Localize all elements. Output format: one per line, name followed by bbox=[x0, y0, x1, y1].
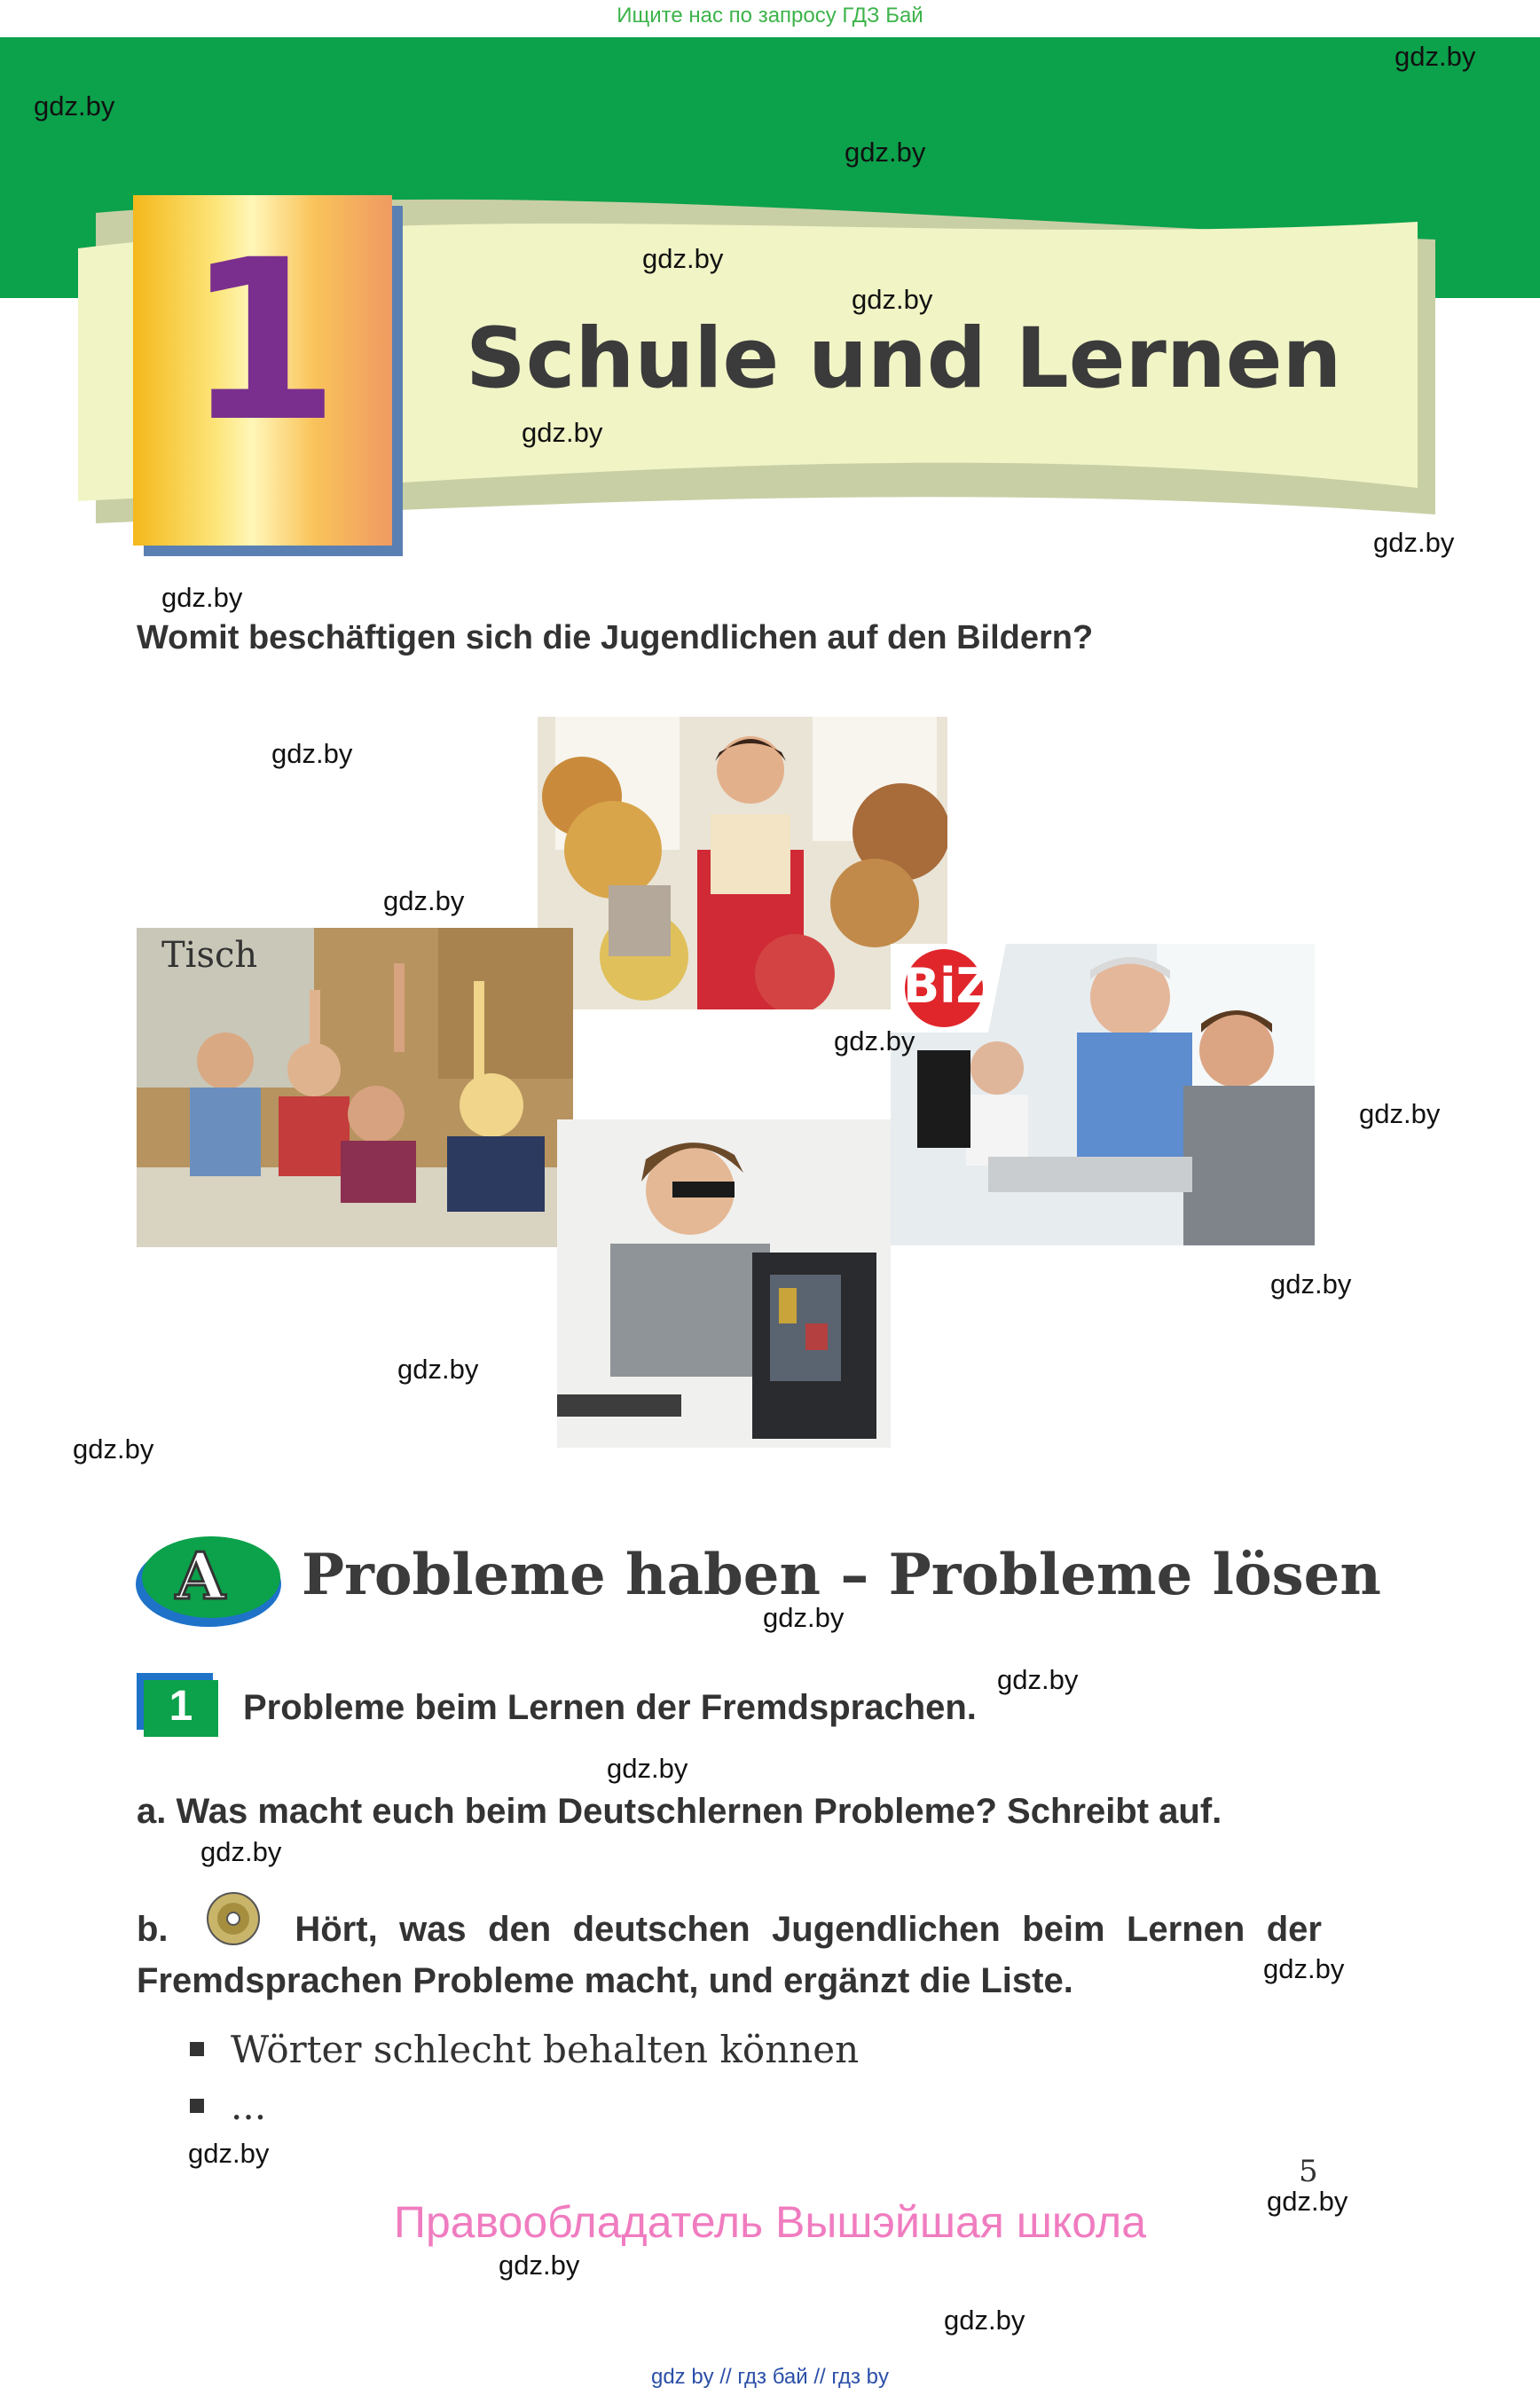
watermark: gdz.by bbox=[642, 243, 724, 274]
section-a-title: Probleme haben – Probleme lösen bbox=[302, 1542, 1381, 1608]
watermark: gdz.by bbox=[1263, 1953, 1345, 1984]
watermark: gdz.by bbox=[1267, 2186, 1348, 2217]
section-a-letter: A bbox=[176, 1538, 225, 1614]
photo-classroom bbox=[137, 928, 573, 1247]
task-1-badge bbox=[137, 1673, 218, 1737]
chapter-title: Schule und Lernen bbox=[466, 310, 1342, 407]
photo-biz-office bbox=[891, 944, 1315, 1245]
watermark: gdz.by bbox=[834, 1025, 915, 1056]
watermark: gdz.by bbox=[944, 2305, 1025, 2336]
top-note: Ищите нас по запросу ГДЗ Бай bbox=[617, 4, 923, 27]
classroom-label: Tisch bbox=[161, 935, 258, 976]
task-1-number: 1 bbox=[169, 1683, 193, 1730]
watermark: gdz.by bbox=[852, 284, 933, 315]
watermark: gdz.by bbox=[499, 2250, 580, 2281]
task-1-title: Probleme beim Lernen der Fremdsprachen. bbox=[243, 1688, 977, 1727]
watermark: gdz.by bbox=[1270, 1268, 1352, 1300]
watermark: gdz.by bbox=[997, 1664, 1079, 1695]
watermark: gdz.by bbox=[34, 90, 115, 122]
item-a: a. Was macht euch beim Deutschlernen Probleme? Schreibt auf. bbox=[137, 1792, 1222, 1831]
watermark: gdz.by bbox=[73, 1433, 154, 1465]
item-b-text: Hört, was den deutschen Jugendlichen beim Lernen der Fremdsprachen Probleme macht, und ergänzt die Liste. bbox=[137, 1910, 1322, 2000]
watermark: gdz.by bbox=[845, 137, 926, 168]
watermark: gdz.by bbox=[161, 582, 243, 613]
watermark: gdz.by bbox=[383, 885, 465, 916]
watermark: gdz.by bbox=[1373, 527, 1455, 558]
list-item: Wörter schlecht behalten können bbox=[190, 2028, 859, 2071]
watermark: gdz.by bbox=[271, 738, 353, 769]
watermark: gdz.by bbox=[1395, 41, 1476, 72]
watermark: gdz.by bbox=[522, 417, 603, 448]
intro-question: Womit beschäftigen sich die Jugendlichen auf den Bildern? bbox=[137, 619, 1094, 656]
watermark: gdz.by bbox=[188, 2138, 270, 2169]
cd-audio-icon[interactable] bbox=[206, 1891, 261, 1946]
watermark: gdz.by bbox=[200, 1836, 282, 1867]
watermark: gdz.by bbox=[763, 1602, 845, 1633]
list-item: ... bbox=[190, 2085, 266, 2128]
biz-label: BiZ bbox=[903, 958, 991, 1014]
page-number: 5 bbox=[1299, 2154, 1318, 2189]
copyright-note: Правообладатель Вышэйшая школа bbox=[394, 2197, 1146, 2247]
watermark: gdz.by bbox=[1359, 1098, 1441, 1129]
item-b bbox=[137, 1891, 1322, 2006]
chapter-number: 1 bbox=[185, 212, 340, 470]
photo-florist bbox=[538, 717, 947, 1009]
chapter-number-box bbox=[133, 195, 392, 546]
watermark: gdz.by bbox=[397, 1354, 479, 1385]
photo-computer-repair bbox=[557, 1119, 891, 1448]
item-b-prefix: b. bbox=[137, 1910, 169, 1949]
footer-links[interactable]: gdz by // гдз бай // гдз by bbox=[650, 2365, 890, 2389]
watermark: gdz.by bbox=[607, 1753, 688, 1784]
